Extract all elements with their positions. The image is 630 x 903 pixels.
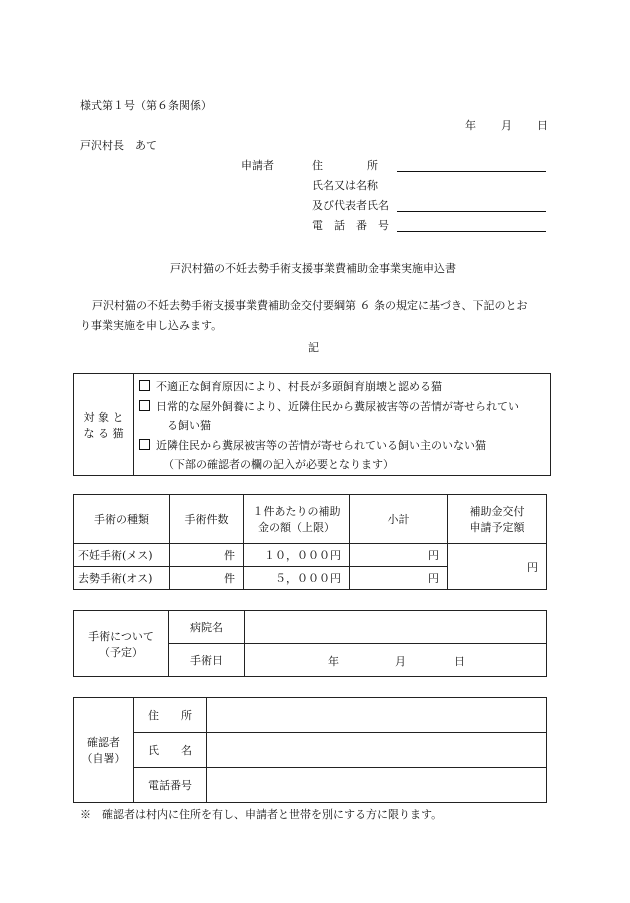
confirmer-name-label: 氏 名 xyxy=(134,733,207,768)
target-option-3[interactable]: 近隣住民から糞尿被害等の苦情が寄せられている飼い主のいない猫 xyxy=(139,437,486,453)
applicant-name-label-2: 及び代表者氏名 xyxy=(312,199,389,212)
row-amount: １０，０００円 xyxy=(244,544,350,567)
hospital-label: 病院名 xyxy=(169,611,245,644)
hospital-field[interactable] xyxy=(245,611,547,644)
applicant-address-field[interactable] xyxy=(397,171,546,172)
row-subtotal[interactable]: 円 xyxy=(350,567,448,590)
applicant-phone-label: 電 話 番 号 xyxy=(312,219,389,232)
body-text-line-2: り事業実施を申し込みます。 xyxy=(80,319,223,332)
row-subtotal[interactable]: 円 xyxy=(350,544,448,567)
target-option-3-cont: （下部の確認者の欄の記入が必要となります） xyxy=(163,458,394,471)
confirmer-table xyxy=(73,697,547,803)
table-row xyxy=(74,544,547,567)
header-amount: １件あたりの補助 金の額（上限） xyxy=(244,495,350,544)
confirmer-phone-field[interactable] xyxy=(207,768,547,803)
checkbox-icon[interactable] xyxy=(139,439,150,450)
body-text-line-1: 戸沢村猫の不妊去勢手術支援事業費補助金交付要綱第 ６ 条の規定に基づき、下記のとお xyxy=(92,299,528,312)
date-year-label: 年 xyxy=(465,119,476,132)
surgery-info-table xyxy=(73,610,547,677)
confirmer-phone-label: 電話番号 xyxy=(134,768,207,803)
date-day-label: 日 xyxy=(537,119,548,132)
surgery-info-label: 手術について （予定） xyxy=(74,611,169,677)
applicant-name-field[interactable] xyxy=(397,211,546,212)
checkbox-icon[interactable] xyxy=(139,400,150,411)
header-total: 補助金交付 申請予定額 xyxy=(448,495,547,544)
target-label-2: な る 猫 xyxy=(83,426,124,440)
row-count[interactable]: 件 xyxy=(170,544,244,567)
confirmer-label: 確認者 （自署） xyxy=(74,698,134,803)
date-month-label: 月 xyxy=(501,119,512,132)
surgery-cost-table xyxy=(73,494,547,590)
target-option-1[interactable]: 不適正な飼育原因により、村長が多頭飼育崩壊と認める猫 xyxy=(139,378,442,394)
form-reference: 様式第１号（第６条関係） xyxy=(80,99,212,112)
confirmer-address-field[interactable] xyxy=(207,698,547,733)
target-label-1: 対 象 と xyxy=(83,410,124,424)
footnote: ※ 確認者は村内に住所を有し、申請者と世帯を別にする方に限ります。 xyxy=(80,808,443,821)
applicant-name-label-1: 氏名又は名称 xyxy=(312,179,378,192)
checkbox-icon[interactable] xyxy=(139,380,150,391)
target-option-2[interactable]: 日常的な屋外飼養により、近隣住民から糞尿被害等の苦情が寄せられてい xyxy=(139,398,519,414)
applicant-address-label: 住 所 xyxy=(312,159,378,172)
row-count[interactable]: 件 xyxy=(170,567,244,590)
header-subtotal: 小計 xyxy=(350,495,448,544)
row-type: 不妊手術(メス) xyxy=(74,544,170,567)
confirmer-address-label: 住 所 xyxy=(134,698,207,733)
addressee: 戸沢村長 あて xyxy=(80,139,157,152)
row-type: 去勢手術(オス) xyxy=(74,567,170,590)
confirmer-name-field[interactable] xyxy=(207,733,547,768)
target-option-2-cont: る飼い猫 xyxy=(167,419,211,432)
header-surgery-type: 手術の種類 xyxy=(74,495,170,544)
document-title: 戸沢村猫の不妊去勢手術支援事業費補助金事業実施申込書 xyxy=(170,262,456,275)
header-surgery-count: 手術件数 xyxy=(170,495,244,544)
total-cell[interactable]: 円 xyxy=(448,544,547,590)
ki-heading: 記 xyxy=(308,341,319,354)
surgery-date-field[interactable]: 年 月 日 xyxy=(245,644,547,677)
target-label-cell xyxy=(74,374,134,476)
row-amount: ５，０００円 xyxy=(244,567,350,590)
surgery-date-label: 手術日 xyxy=(169,644,245,677)
applicant-label: 申請者 xyxy=(241,159,274,172)
applicant-phone-field[interactable] xyxy=(397,231,546,232)
